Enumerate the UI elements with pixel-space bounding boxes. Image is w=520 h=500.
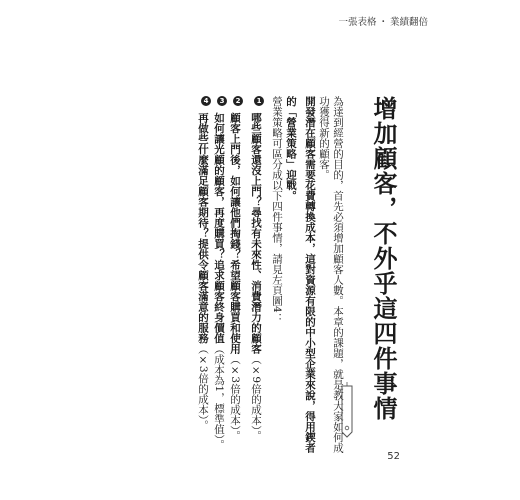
paragraph-1-line-1: 為達到經營的目的，首先必須增加顧客人數。本章的課題，就是教大家如何成 [332,96,344,453]
list-item-4-text: 再做些什麼滿足顧客期待？提供令顧客滿意的服務 [197,112,209,344]
number-badge-2: 2 [233,96,243,106]
vertical-body [195,96,398,453]
book-title: 一張表格 [338,17,377,28]
list-item-1-text: 哪些顧客還沒上門？尋找有未來性、消費潛力的顧客 [250,112,262,354]
list-item-3-text: 如何讓光顧的顧客，再度購買？追求顧客終身價值 [213,112,225,344]
number-badge-1: 1 [254,96,264,106]
running-header [338,14,428,28]
list-item-2-text: 顧客上門後，如何讓他們掏錢？希望顧客購買和使用 [229,112,241,354]
paragraph-2-line-1: 開發潛在顧客需要花費轉換成本，這對資源有限的中小型企業來說，得用鍥者 [304,96,316,453]
page-title: 增加顧客，不外乎這四件事情 [369,96,397,421]
list-item-1-cost: （×9倍的成本）。 [250,353,262,441]
header-separator: ・ [378,17,388,28]
page-number: 52 [387,451,400,462]
number-badge-3: 3 [217,96,227,106]
list-item-3 [212,96,227,450]
list-item-3-cost: （成本為1，標準值）。 [213,343,225,450]
paragraph-3: 營業策略可區分成以下四件事情，請見左頁圖4： [271,96,283,324]
number-badge-4: 4 [201,96,211,106]
list-item-4-cost: （×3倍的成本）。 [197,343,209,431]
list-item-4 [196,96,211,436]
tag-icon [338,380,356,440]
paragraph-1-line-2: 功獲得新的顧客。 [318,96,330,180]
list-item-2-cost: （×3倍的成本）。 [229,353,241,441]
list-item-2 [228,96,243,441]
chapter-title: 業績翻倍 [389,17,428,28]
list-item-1 [249,96,264,441]
paragraph-2-line-2: 的「營業策略」迎戰。 [285,96,297,201]
